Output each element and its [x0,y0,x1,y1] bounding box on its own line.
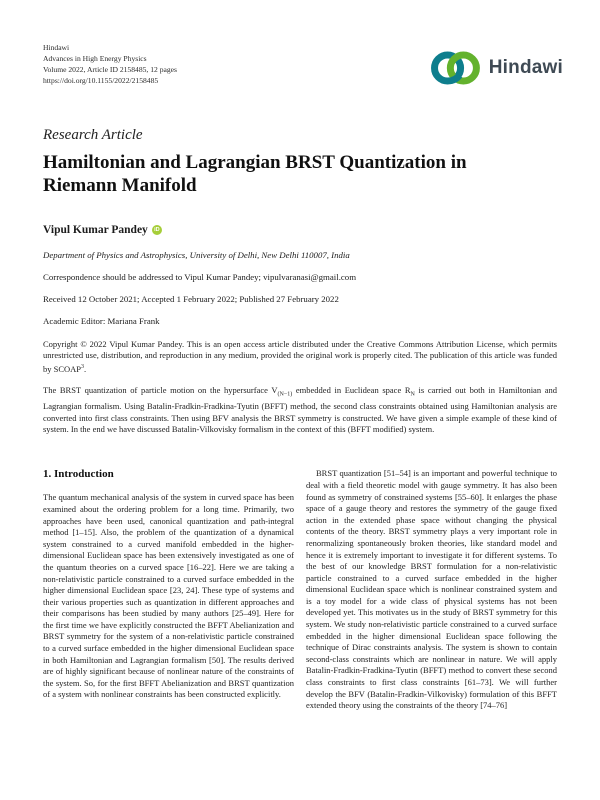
copyright-footnote-mark: 3 [81,363,85,370]
abstract-text-3: is carried out both in Hamiltonian and Lagrangian formalism. Using Batalin-Fradkin-Fradkina-Tyutin (BFFT) method, the second class constraints obtained using Hamiltonian analysis are converted into first class constraints. Then using BFV analysis the BRST symmetry is constructed. We have given a simple example of these kind of system. In the end we have discussed Batalin-Vilkovisky formalism in the context of this (BFFT modified) system. [43,385,558,434]
hindawi-logo [428,46,563,90]
abstract-subscript-2: N [410,391,415,398]
affiliation: Department of Physics and Astrophysics, University of Delhi, New Delhi 110007, India [43,250,350,260]
abstract [43,385,557,435]
doi-line: https://doi.org/10.1155/2022/2158485 [43,76,159,85]
orcid-icon[interactable]: iD [152,225,162,235]
correspondence-line: Correspondence should be addressed to Vipul Kumar Pandey; vipulvaranasi@gmail.com [43,272,357,282]
title-line-1: Hamiltonian and Lagrangian BRST Quantization in [43,152,467,173]
editor-line: Academic Editor: Mariana Frank [43,316,160,326]
volume-line: Volume 2022, Article ID 2158485, 12 pages [43,65,177,74]
journal-name: Advances in High Energy Physics [43,54,147,63]
intro-paragraph-right: BRST quantization [51–54] is an important and powerful technique to deal with a field theoretic model with gauge symmetry. It has also been found as symmetry of constrained systems [55–60]. It enlarges the phase space of a gauge theory and restores the symmetry of the gauge fixed action in the extended phase space without changing the physical contents of the theory. BRST symmetry plays a very important role in renormalizing spontaneously broken theories, like standard model and hence it is extremely important to investigate it for different systems. To the best of our knowledge BRST formulation for a non-relativistic particle constrained to a curved surface embedded in the higher dimensional Euclidean space which is nonlinear constrained system and is a toy model for a wide class of physical systems has not been developed yet. This motivates us in the study of BRST symmetry for this system. We study non-relativistic particle constrained to a curved surface embedded in the higher dimensional Euclidean space following the technique of Dirac constraints analysis. The system is shown to contain second-class constraints which are nonlinear in nature. We will apply Batalin-Fradkin-Fradkina-Tyutin (BFFT) method to convert these second class constraints to first class constraints [61–73]. We will further develop the BFV (Batalin-Fradkin-Vilkovisky) formulation of this BFFT extended theory using the constraints of the theory [74–76] [306,468,557,711]
hindawi-rings-icon [428,46,482,90]
abstract-text-1: The BRST quantization of particle motion on the hypersurface V [43,385,278,396]
publisher-name: Hindawi [43,43,70,52]
article-type: Research Article [43,127,143,143]
page-header [43,42,563,90]
author-row [43,224,557,236]
title-line-2: Riemann Manifold [43,175,197,196]
copyright-text: Copyright © 2022 Vipul Kumar Pandey. This is an open access article distributed under the Creative Commons Attribution License, which permits unrestricted use, distribution, and reproduction in any medium, provided the original work is properly cited. The publication of this article was funded by SCOAP [43,339,557,374]
author-name: Vipul Kumar Pandey [43,224,148,236]
body-columns [43,468,557,711]
hindawi-wordmark: Hindawi [488,57,563,78]
article-title [43,151,557,197]
right-column [306,468,557,711]
copyright-notice [43,339,557,375]
section-heading-introduction: 1. Introduction [43,468,114,481]
left-column [43,468,294,711]
intro-paragraph-left: The quantum mechanical analysis of the system in curved space has been examined about the ordering problem for a long time. Primarily, two approaches have been used, canonical quantization and path-integral method [1–15]. Also, the problem of the quantization of a dynamical system constrained to a curved manifold embedded in the higher-dimensional Euclidean space has been extensively investigated as one of the quantum theories on a curved space [16–22]. Here we are taking a non-relativistic particle constrained to a curved surface embedded in the higher dimensional Euclidean space [23, 24]. These type of systems and their various properties such as quantization in different approaches and their comparisons has been studied by many authors [25–49]. Here for the first time we have explicitly constructed the BFFT Abelianization and BRST symmetry for the system of a non-relativistic particle constrained to a curved surface embedded in the higher dimensional Euclidean space in both Hamiltonian and Lagrangian formalism [50]. The results derived are of highly significant because of nonlinear nature of the constraints of the system. So, for the first BFFT Abelianization and BRST quantization of a system with nonlinear constraints has been constructed explicitly. [43,492,294,700]
publisher-meta [43,42,177,86]
dates-line: Received 12 October 2021; Accepted 1 February 2022; Published 27 February 2022 [43,294,339,304]
copyright-text-end: . [84,363,87,374]
abstract-subscript-1: (N−1) [277,391,293,398]
abstract-text-2: embedded in Euclidean space R [292,385,411,396]
